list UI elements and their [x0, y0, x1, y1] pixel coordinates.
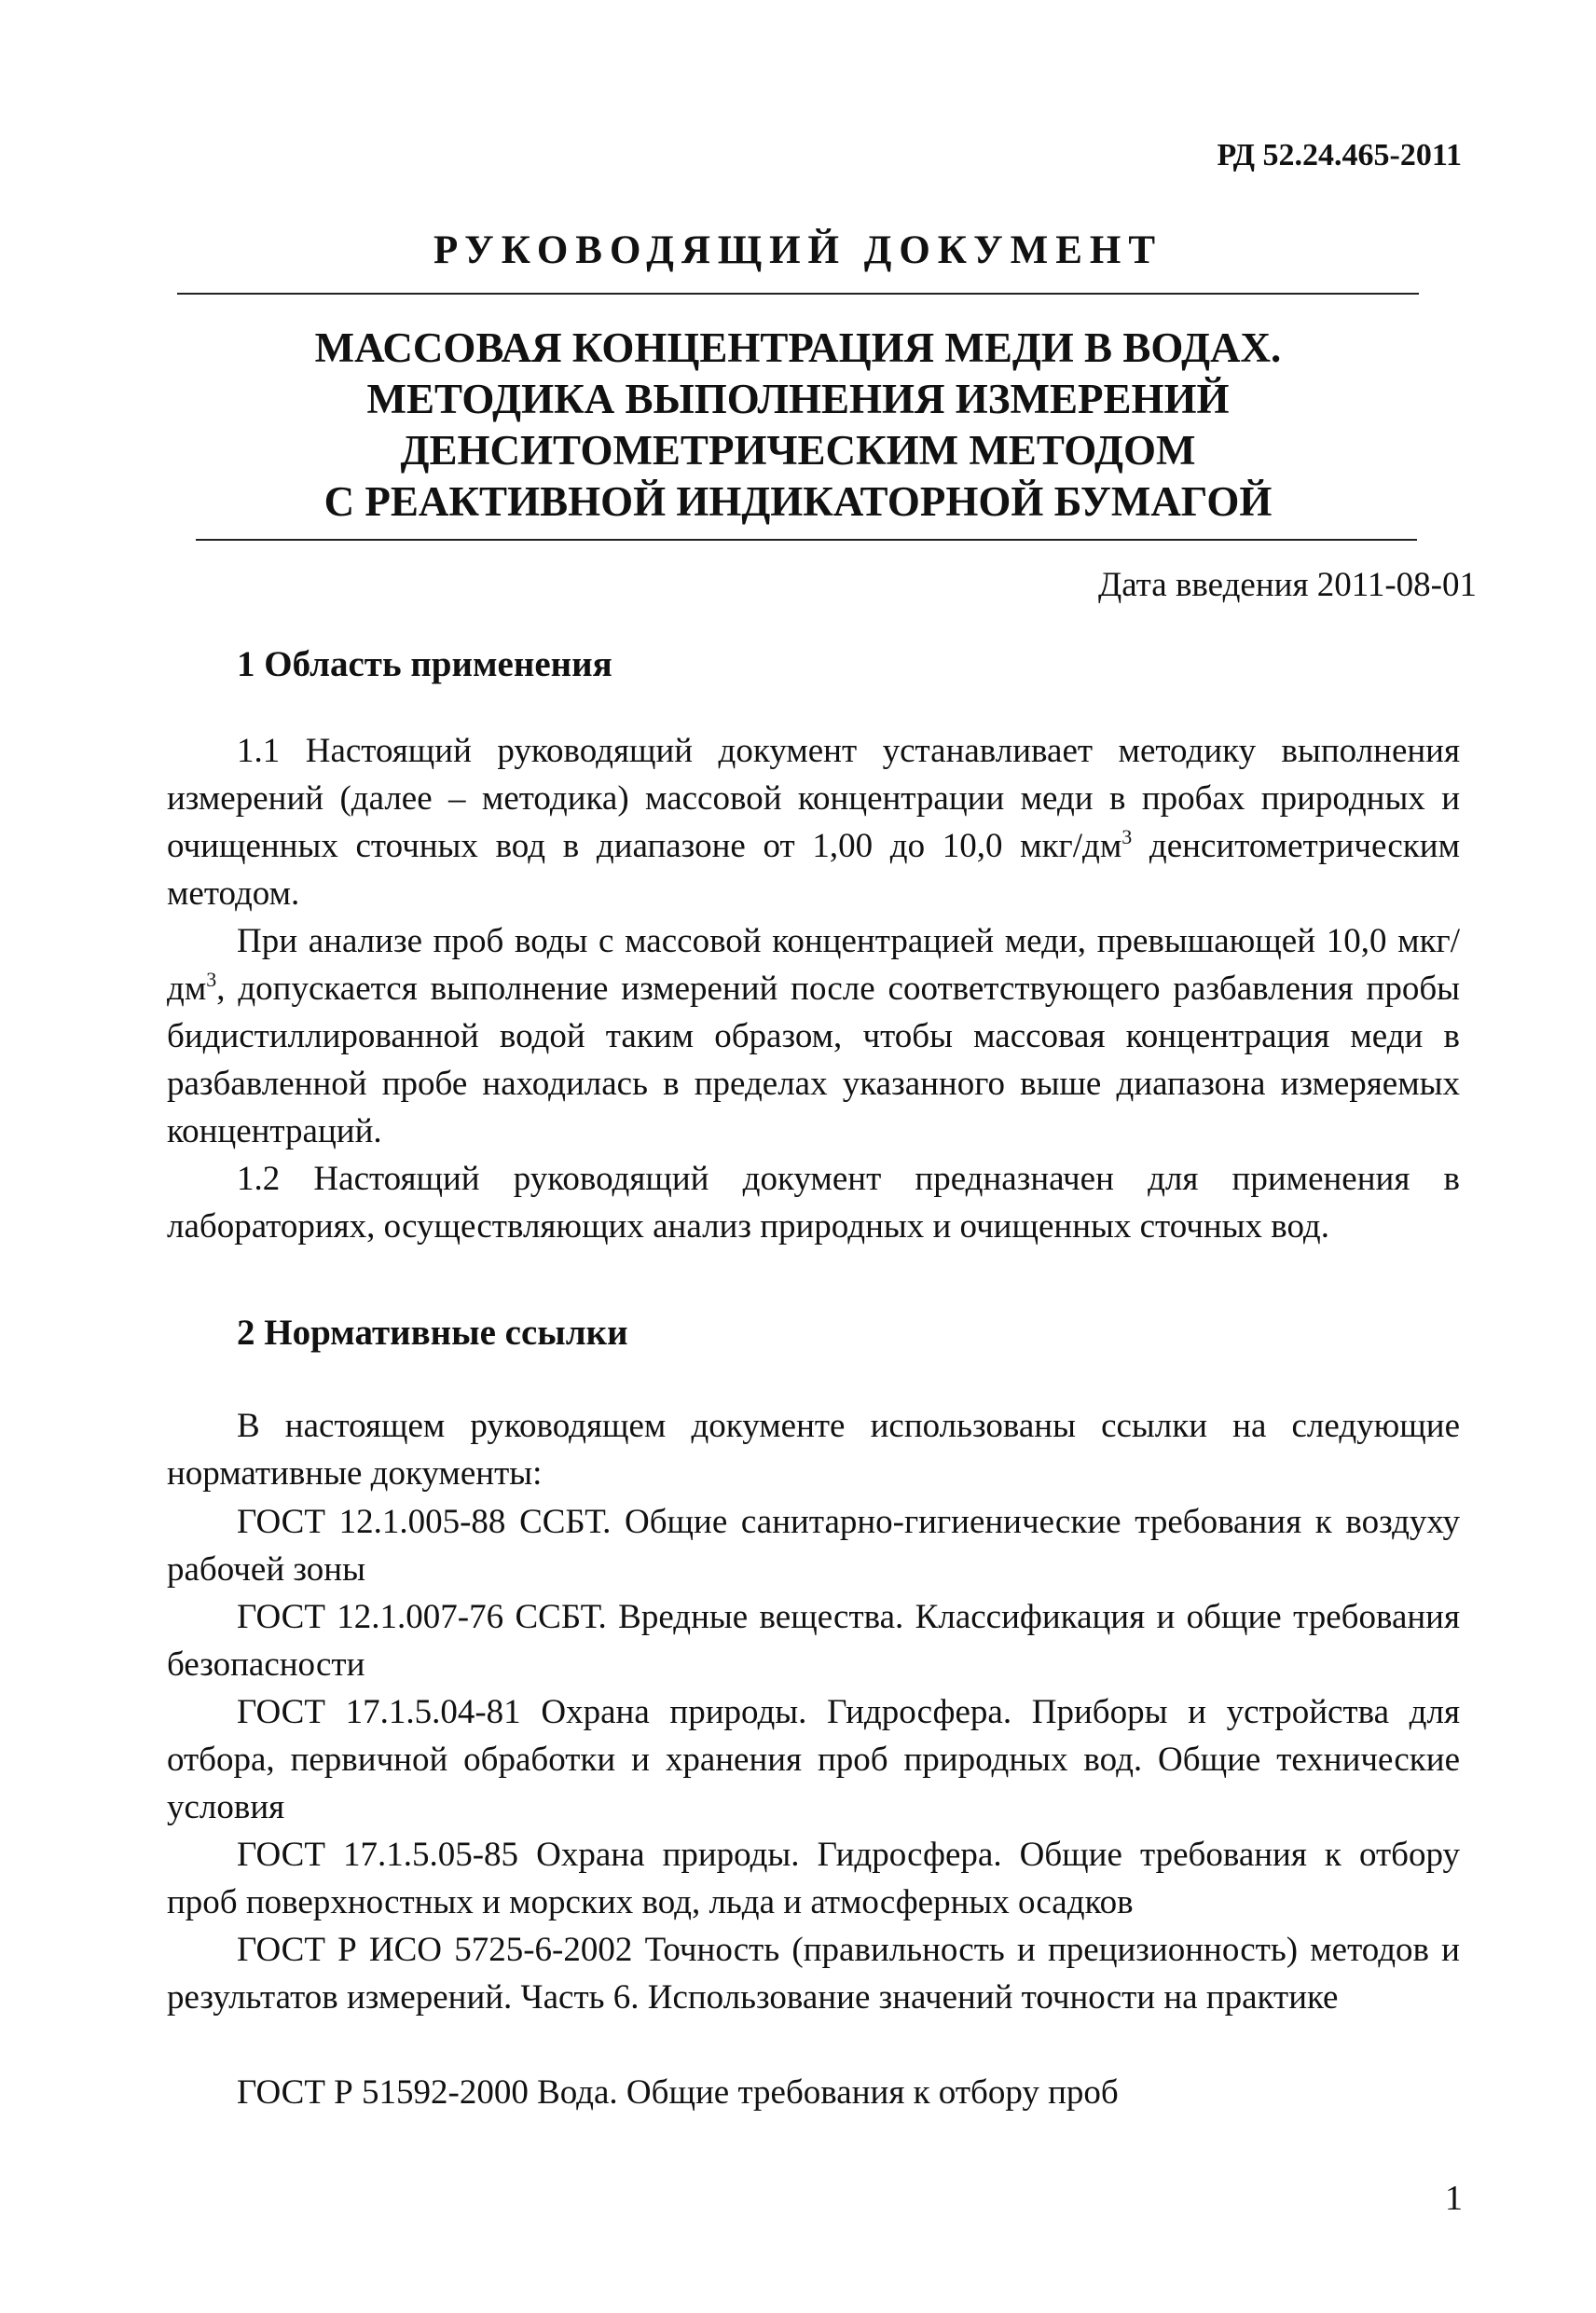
section-2-heading: 2 Нормативные ссылки — [237, 1313, 628, 1353]
top-divider — [177, 293, 1419, 295]
reference-item: ГОСТ Р ИСО 5725-6-2002 Точность (правильность и прецизионность) методов и результатов измерений. Часть 6. Использование значений точности на практике — [167, 1931, 1460, 2017]
introduction-date: Дата введения 2011-08-01 — [1097, 566, 1477, 604]
paragraph-dilution: При анализе проб воды с массовой концентрацией меди, превышающей 10,0 мкг/$дм^3$, допускается выполнение измерений после соответствующего разбавления пробы бидистиллированной водой таким образом, чтобы массовая концентрация меди в разбавленной пробе находилась в пределах указанного выше диапазона измеряемых концентраций. — [167, 922, 1460, 1150]
reference-item: ГОСТ 17.1.5.05-85 Охрана природы. Гидросфера. Общие требования к отбору проб поверхностных и морских вод, льда и атмосферных осадков — [167, 1836, 1460, 1921]
reference-item: ГОСТ 17.1.5.04-81 Охрана природы. Гидросфера. Приборы и устройства для отбора, первичной обработки и хранения проб природных вод. Общие технические условия — [167, 1693, 1460, 1826]
document-title — [0, 323, 1596, 528]
reference-item: ГОСТ Р 51592-2000 Вода. Общие требования к отбору проб — [237, 2073, 1119, 2112]
title-line: МЕТОДИКА ВЫПОЛНЕНИЯ ИЗМЕРЕНИЙ — [366, 376, 1230, 422]
reference-item: ГОСТ 12.1.007-76 ССБТ. Вредные вещества. Классификация и общие требования безопасности — [167, 1598, 1460, 1684]
title-line: С РЕАКТИВНОЙ ИНДИКАТОРНОЙ БУМАГОЙ — [323, 478, 1273, 525]
references-intro: В настоящем руководящем документе использованы ссылки на следующие нормативные документы: — [167, 1407, 1460, 1493]
paragraph-1-1: 1.1 Настоящий руководящий документ устанавливает методику выполнения измерений (далее – методика) массовой концентрации меди в пробах природных и очищенных сточных вод в диапазоне от 1,00 до 10,0 мкг/$дм^3$ денситометрическим методом. — [167, 732, 1460, 913]
document-number: РД 52.24.465-2011 — [1217, 138, 1462, 172]
page-number: 1 — [1445, 2179, 1463, 2218]
document-type: РУКОВОДЯЩИЙ ДОКУМЕНТ — [433, 228, 1163, 272]
section-1-heading: 1 Область применения — [237, 644, 612, 684]
title-line: МАССОВАЯ КОНЦЕНТРАЦИЯ МЕДИ В ВОДАХ. — [314, 324, 1282, 371]
title-line: ДЕНСИТОМЕТРИЧЕСКИМ МЕТОДОМ — [400, 427, 1196, 474]
title-divider — [196, 539, 1417, 541]
reference-item: ГОСТ 12.1.005-88 ССБТ. Общие санитарно-гигиенические требования к воздуху рабочей зоны — [167, 1503, 1460, 1589]
paragraph-1-2: 1.2 Настоящий руководящий документ предназначен для применения в лабораториях, осуществляющих анализ природных и очищенных сточных вод. — [167, 1160, 1460, 1246]
